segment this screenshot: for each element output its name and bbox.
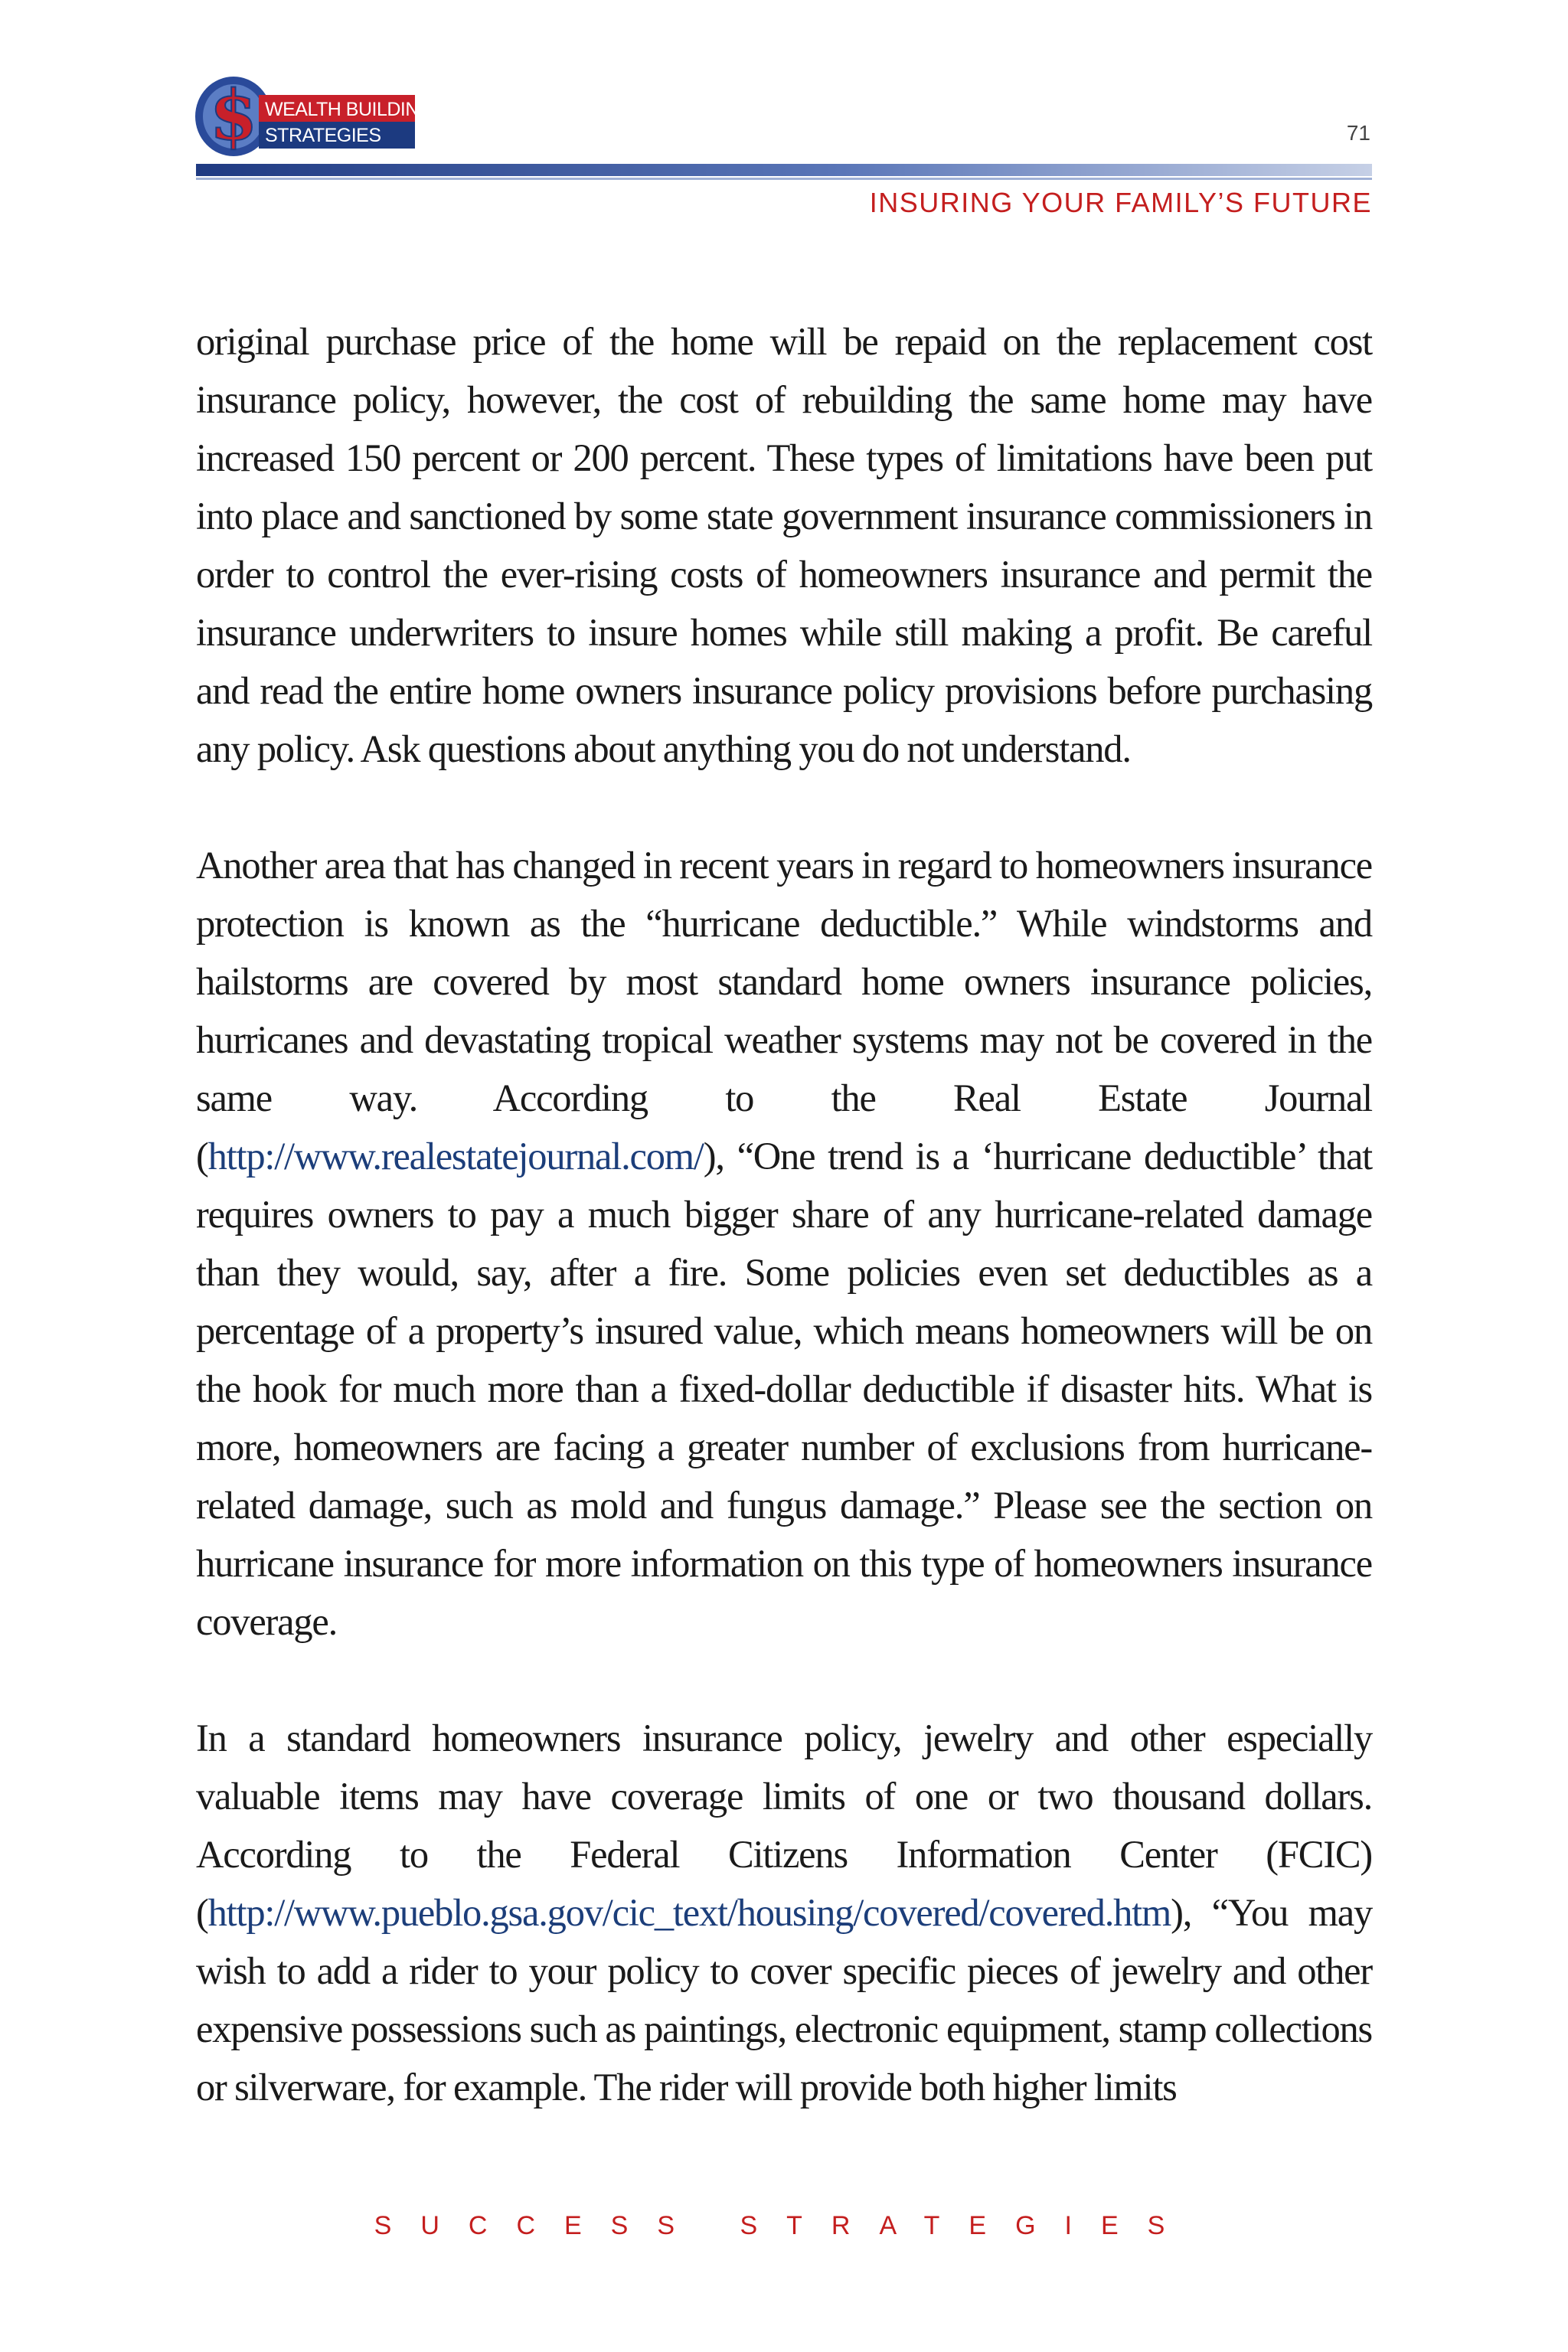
paragraph-1-text: original purchase price of the home will be repaid on the replacement cost insurance policy, however, the cost of rebuilding the same home may have increased 150 percent or 200 percent. These types of limitations have been put into place and sanctioned by some state government insurance commissioners in order to control the ever-rising costs of homeowners insurance and permit the insurance underwriters to insure homes while still making a profit. Be careful and read the entire home owners insurance policy provisions before purchasing any policy. Ask questions about anything you do not understand.	[196, 320, 1372, 770]
paragraph-3-text-end: ), “You may wish to add a rider to your policy to cover specific pieces of jewelry and other expensive possessions such as paintings, electronic equipment, stamp collections or silverware, for example. The rider will provide both higher limits	[196, 1891, 1372, 2109]
paragraph-3-text-start: In a standard homeowners insurance policy, jewelry and other especially valuable items may have coverage limits of one or two thousand dollars. According to the Federal Citizens Information Center (FCIC) (	[196, 1717, 1372, 1934]
svg-text:$: $	[209, 75, 258, 156]
body-text	[196, 312, 1372, 2174]
header-rule-thin	[196, 178, 1372, 180]
logo-text-line1: WEALTH BUILDING	[265, 99, 433, 120]
wealth-building-strategies-logo	[191, 69, 433, 168]
chapter-title: INSURING YOUR FAMILY’S FUTURE	[869, 187, 1372, 218]
paragraph-3	[196, 1709, 1372, 2116]
paragraph-2	[196, 836, 1372, 1651]
footer-title: SUCCESS STRATEGIES	[374, 2211, 1194, 2240]
page-number: 71	[1346, 121, 1370, 145]
fcic-link[interactable]: http://www.pueblo.gsa.gov/cic_text/housing/covered/covered.htm	[207, 1891, 1171, 1934]
page-header	[0, 0, 1568, 230]
realestatejournal-link[interactable]: http://www.realestatejournal.com/	[207, 1135, 704, 1178]
paragraph-2-text-end: ), “One trend is a ‘hurricane deductible’ that requires owners to pay a much bigger share of any hurricane-related damage than they would, say, after a fire. Some policies even set deductibles as a percentage of a property’s insured value, which means homeowners will be on the hook for much more than a fixed-dollar deductible if disaster hits. What is more, homeowners are facing a greater number of exclusions from hurricane-related damage, such as mold and fungus damage.” Please see the section on hurricane insurance for more information on this type of homeowners insurance coverage.	[196, 1135, 1372, 1643]
paragraph-1	[196, 312, 1372, 778]
paragraph-2-text-start: Another area that has changed in recent years in regard to homeowners insurance protection is known as the “hurricane deductible.” While windstorms and hailstorms are covered by most standard home owners insurance policies, hurricanes and devastating tropical weather systems may not be covered in the same way. According to the Real Estate Journal (	[196, 844, 1372, 1178]
logo-text-line2: STRATEGIES	[265, 125, 381, 146]
header-rule	[196, 164, 1372, 176]
